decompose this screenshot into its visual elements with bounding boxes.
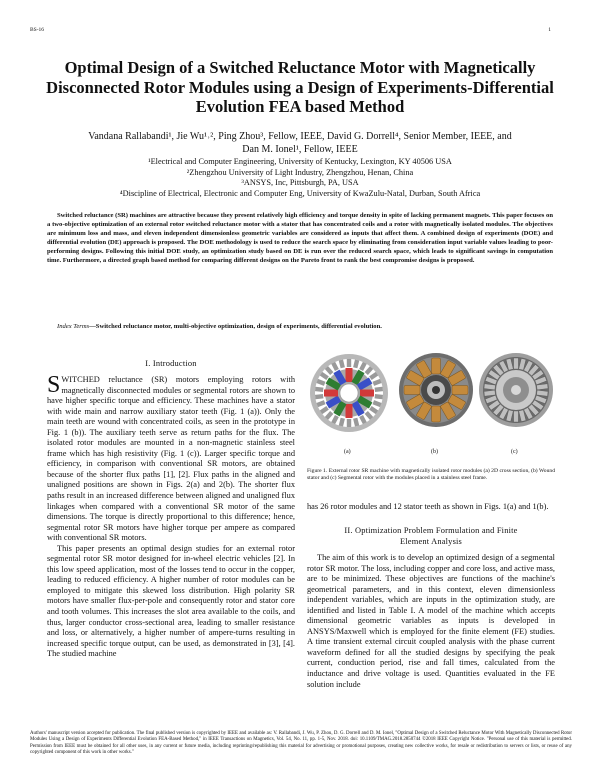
figure-1a-label: (a)	[344, 449, 351, 455]
rotor-module	[347, 419, 351, 427]
author-list	[30, 131, 570, 156]
section-2-paragraph-1: The aim of this work is to develop an optimized design of a segmental rotor SR motor. The loss, including copper and core loss, and active mass, are to be minimized. These objectives are functions of the machine's geometrical parameters, and in this context, eleven dimensionless independent variables, which are inputs in the optimization study, are identified and listed in Table I. A model of the machine which accepts dimensional geometric variables as inputs is developed in ANSYS/Maxwell which is employed for the finite element (FE) studies. A time transient external circuit coupled analysis with the phase current waveform defined for all the studied designs by specifying the peak current, conduction period, rise and fall times, calculated from the inductance and drive voltage is used. Quantities evaluated in the FE solution include	[307, 552, 555, 689]
authors-line-2: Dan M. Ionel¹, Fellow, IEEE	[242, 143, 358, 155]
index-terms-text: —Switched reluctance motor, multi-objective optimization, design of experiments, differential evolution.	[89, 323, 382, 330]
stator-coil	[360, 390, 374, 397]
section-2-title-line-2: Element Analysis	[399, 536, 463, 546]
figure-1-caption: Figure 1. External rotor SR machine with magnetically isolated rotor modules (a) 2D cross section, (b) Wound stator and (c) Segmental rotor with the modules placed in a stainless steel frame.	[307, 468, 555, 482]
segmental-rotor-image	[479, 353, 553, 427]
authors-line-1: Vandana Rallabandi¹, Jie Wu¹˒², Ping Zhou³, Fellow, IEEE, David G. Dorrell⁴, Senior Member, IEEE, and	[88, 131, 512, 142]
stator-coil	[346, 368, 353, 382]
figure-1-images	[307, 338, 555, 458]
wound-stator-image	[399, 353, 473, 427]
section-1-paragraph-1	[47, 372, 295, 544]
right-paragraph-1: has 26 rotor modules and 12 stator teeth as shown in Figs. 1(a) and 1(b).	[307, 502, 549, 512]
segment-module	[514, 411, 519, 422]
rotor-module	[347, 359, 351, 367]
cross-section-image	[310, 354, 388, 432]
stator-coil	[324, 390, 338, 397]
copper-coil	[432, 358, 441, 374]
figure-1c-label: (c)	[511, 449, 518, 455]
section-1-p1-text: WITCHED reluctance (SR) motors employing rotors with magnetically disconnected modules or segmental rotors are shown to have higher specific torque and efficiency. These machines have a stator with wide main and narrow auxiliary stator teeth (Fig. 1 (a)). Only the main teeth are wound with concentrated coils, as seen in the prototype in Fig. 1 (b)). The auxiliary teeth serve as return paths for the flux. The isolated rotor modules are mounted in a non-magnetic stainless steel frame which has high resistivity (Fig. 1 (c)). Larger specific torque and efficiency, in comparison with conventional SR motors, are obtained because of the shorter flux paths [1], [2]. Flux paths in the aligned and unaligned positions are shown in Figs. 2(a) and 2(b). The shorter flux paths result in an increased difference between aligned and unaligned flux linkages when compared with a conventional SR motor of the same dimensions. The torque is directly proportional to this difference; hence, segmental rotor SR motors have higher torque per ampere as compared with conventional SR motors.	[47, 375, 295, 543]
index-terms-label: Index Terms	[57, 323, 90, 330]
affiliation-3: ³ANSYS, Inc, Pittsburgh, PA, USA	[241, 178, 359, 188]
affiliation-1: ¹Electrical and Computer Engineering, University of Kentucky, Lexington, KY 40506 USA	[148, 157, 452, 166]
right-column	[307, 338, 555, 690]
section-1-paragraph-2: This paper presents an optimal design studies for an external rotor segmental rotor SR motor designed for in-wheel electric vehicles [2]. In this low speed application, most of the losses tend to occur in the copper, leading to reduced efficiency. A higher number of rotor modules can be employed to mitigate this skewed loss distribution. High polarity SR motors have smaller flux-per-pole and consequently rotor and stator core and tooth volumes. This increases the slot area available to the coils, and thus, larger conductor cross-sectional area, leading to smaller resistance and loss, or alternatively, a higher number of ampere-turns resulting in increased specific torque output, can be used, as demonstrated in [3], [4]. The studied machine	[47, 543, 295, 659]
drop-cap: S	[47, 372, 61, 398]
affiliation-4: ⁴Discipline of Electrical, Electronic and Computer Eng, University of KwaZulu-Natal, Durban, South Africa	[119, 188, 481, 198]
paper-title: Optimal Design of a Switched Reluctance Motor with Magnetically Disconnected Rotor Modules using a Design of Experiments-Differential Evolution FEA based Method	[46, 58, 554, 116]
copper-coil	[404, 386, 420, 395]
copper-coil	[432, 406, 441, 422]
stator-coil	[346, 404, 353, 418]
page-header-left: BS-16	[30, 27, 45, 33]
copper-coil	[452, 386, 468, 395]
abstract: Switched reluctance (SR) machines are attractive because they present relatively high efficiency and torque density in spite of lacking permanent magnets. This paper focuses on a two-objective optimization of an external rotor switched reluctance motor with a stator that has concentrated coils and a rotor with magnetically isolated modules. The objectives are minimum loss and mass, and eleven independent dimensionless geometric variables are considered as inputs that affect them. A combined design of experiments (DOE) and differential evolution (DE) approach is proposed. The DOE methodology is used to reduce the search space by eliminating from consideration input variable values leading to poor-performing designs. Following this initial DOE study, an optimization study based on DE is run over the reduced search space, which leads to significant savings in computation time. Furthermore, a directed graph based method for comparing different designs on the Pareto front to rank the best compromise designs is proposed.	[47, 212, 553, 264]
footnote: Authors' manuscript version accepted for publication. The final published version is copyrighted by IEEE and available as: V. Rallabandi, J. Wu, P. Zhou, D. G. Dorrell and D. M. Ionel, "Optimal Design of a Switched Reluctance Motor With Magnetically Disconnected Rotor Modules Using a Design of Experiments Differential Evolution FEA-Based Method," in IEEE Transactions on Magnetics, Vol. 54, No. 11, pp. 1-5, Nov. 2018. doi: 10.1109/TMAG.2018.2850744 ©2018 IEEE Copyright Notice. "Personal use of this material is permitted. Permission from IEEE must be obtained for all other uses, in any current or future media, including reprinting/republishing this material for advertising or promotional purposes, creating new collective works, for resale or redistribution to servers or lists, or reuse of any copyrighted component of this work in other works."	[30, 731, 572, 755]
section-2-title-line-1: II. Optimization Problem Formulation and Finite	[344, 525, 518, 535]
page-number: 1	[548, 27, 551, 33]
section-1-title: I. Introduction	[145, 359, 197, 368]
affiliation-2: ²Zhengzhou University of Light Industry, Zhengzhou, Henan, China	[186, 167, 414, 177]
index-terms	[47, 323, 553, 330]
section-2-title	[307, 525, 555, 547]
figure-1	[307, 338, 555, 468]
left-column	[47, 358, 295, 660]
segment-module	[514, 358, 519, 369]
affiliations	[30, 157, 570, 199]
figure-1b-label: (b)	[431, 449, 438, 455]
